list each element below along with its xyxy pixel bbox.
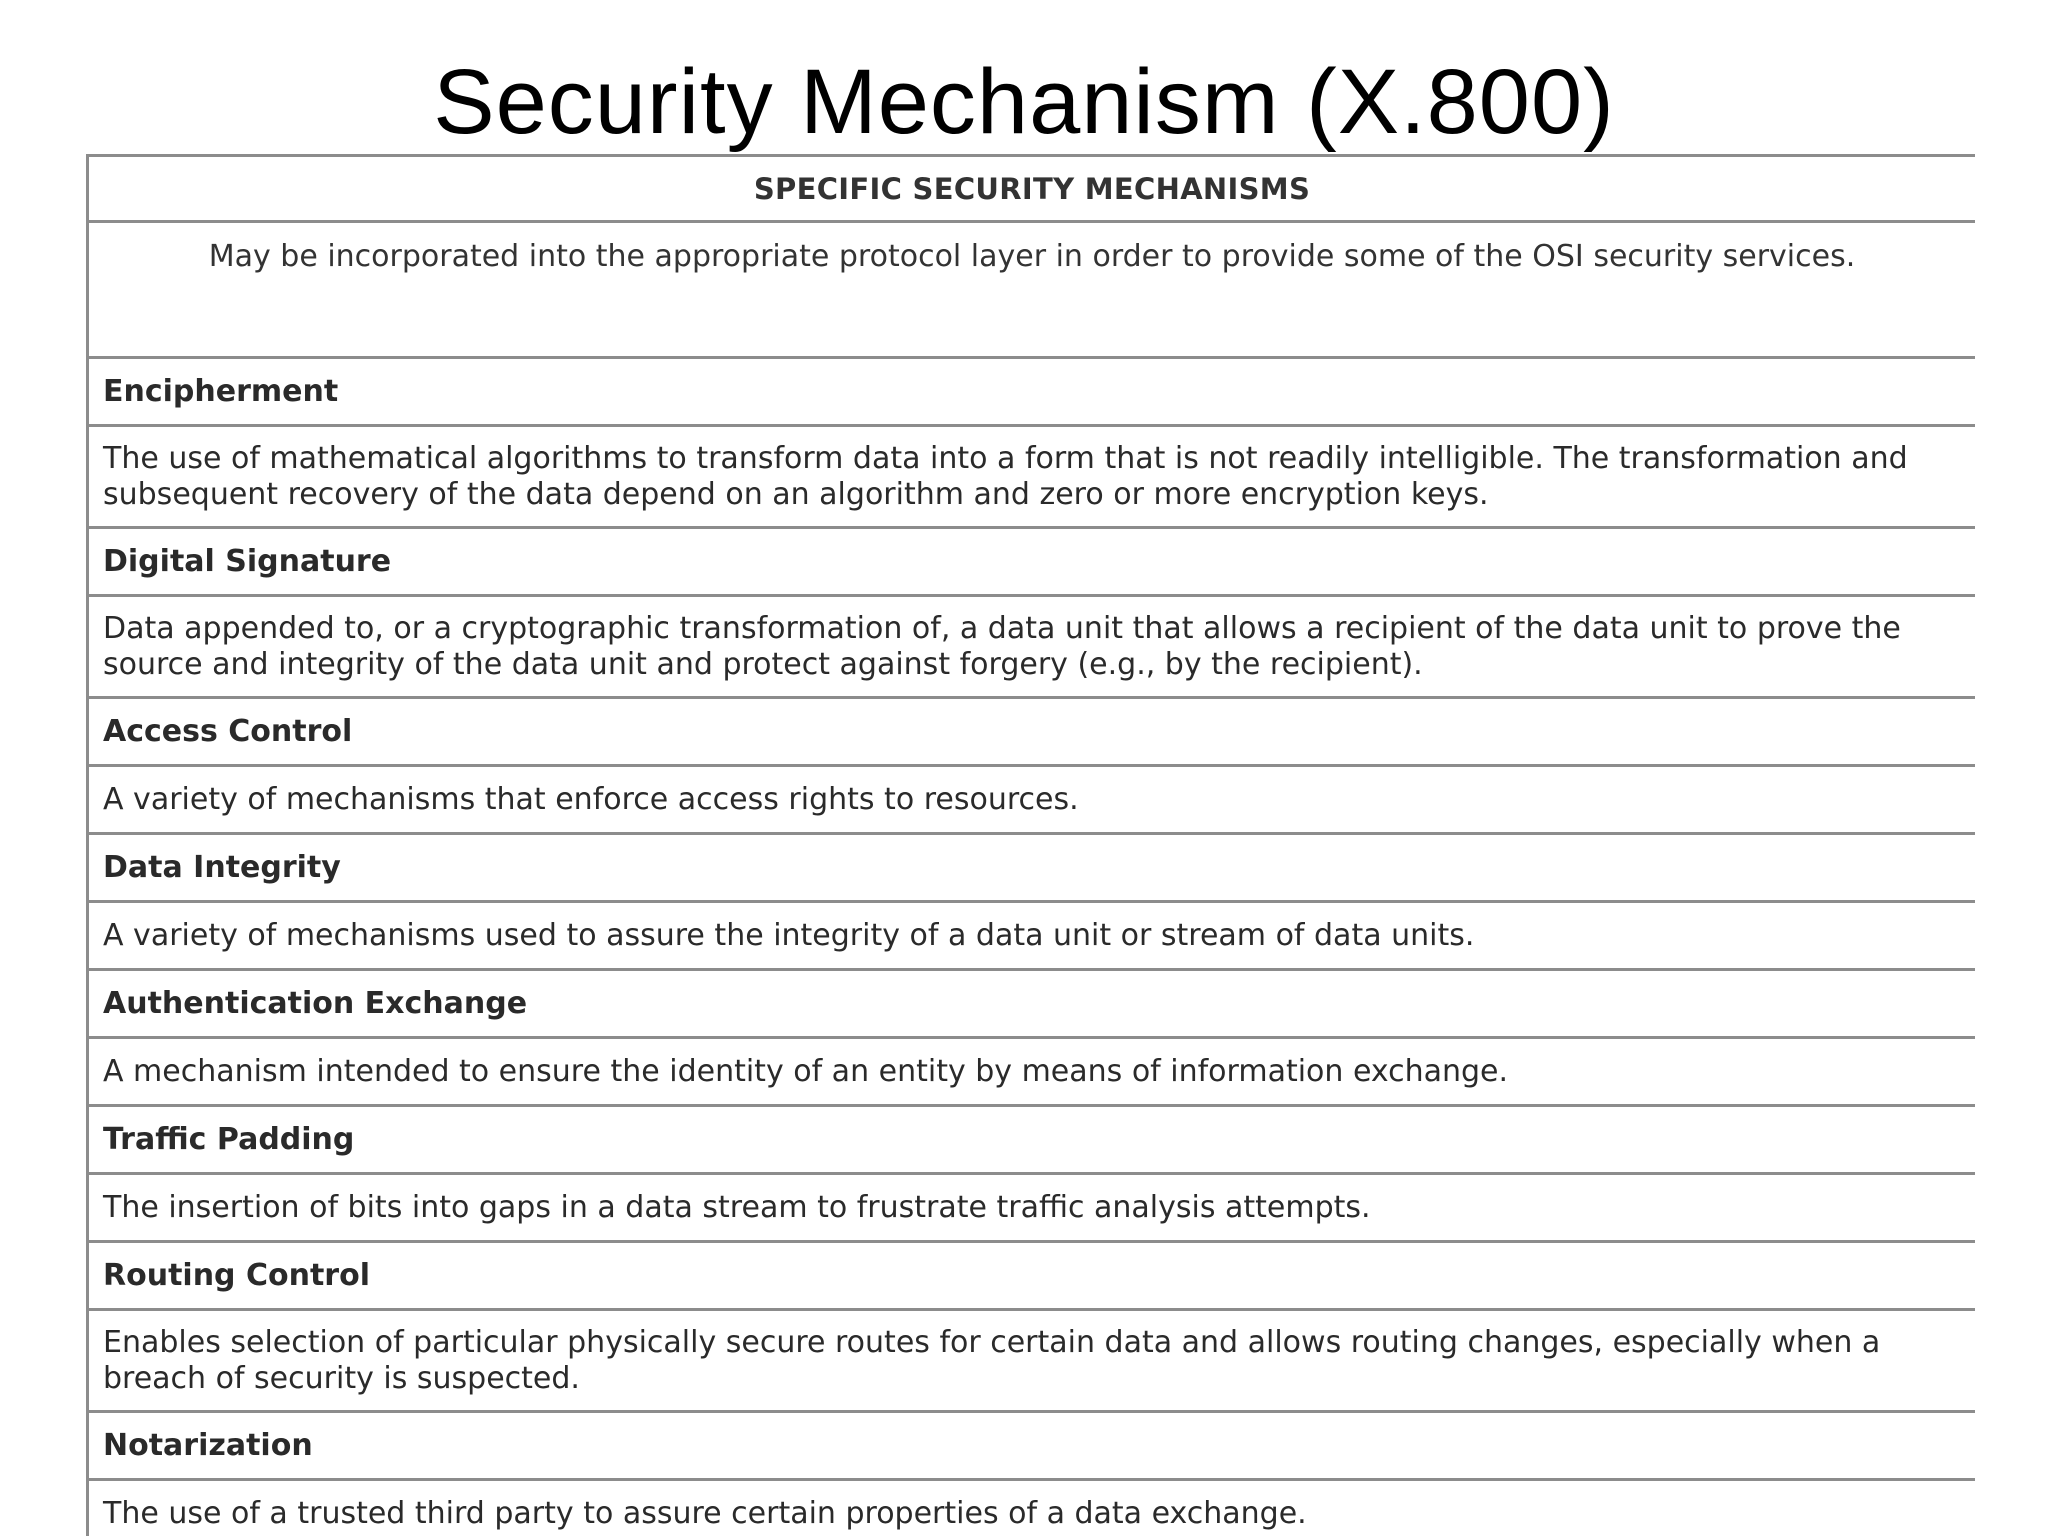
- mechanism-name-row: [89, 834, 1975, 902]
- mechanism-name-access-control: Access Control: [89, 698, 1975, 766]
- mechanism-desc-digital-signature: Data appended to, or a cryptographic transformation of, a data unit that allows a recipient of the data unit to prove the source and integrity of the data unit and protect against forgery (e.g., by the recipient).: [89, 596, 1975, 698]
- mechanism-desc-row: [89, 1174, 1975, 1242]
- mechanism-desc-row: [89, 426, 1975, 528]
- mechanism-name-traffic-padding: Traffic Padding: [89, 1106, 1975, 1174]
- mechanism-desc-row: [89, 1038, 1975, 1106]
- mechanism-desc-encipherment: The use of mathematical algorithms to transform data into a form that is not readily intelligible. The transformation and subsequent recovery of the data depend on an algorithm and zero or more encryption keys.: [89, 426, 1975, 528]
- mechanism-name-row: [89, 358, 1975, 426]
- mechanism-name-row: [89, 698, 1975, 766]
- mechanism-name-digital-signature: Digital Signature: [89, 528, 1975, 596]
- table-intro-row: [89, 222, 1975, 358]
- mechanism-name-row: [89, 1106, 1975, 1174]
- mechanism-name-data-integrity: Data Integrity: [89, 834, 1975, 902]
- mechanism-name-row: [89, 1242, 1975, 1310]
- mechanism-desc-row: [89, 1310, 1975, 1412]
- mechanism-name-notarization: Notarization: [89, 1412, 1975, 1480]
- mechanism-desc-authentication-exchange: A mechanism intended to ensure the identity of an entity by means of information exchange.: [89, 1038, 1975, 1106]
- mechanism-name-authentication-exchange: Authentication Exchange: [89, 970, 1975, 1038]
- table-intro: May be incorporated into the appropriate protocol layer in order to provide some of the OSI security services.: [89, 222, 1975, 358]
- mechanisms-table-container: [86, 154, 1975, 1536]
- table-header-row: [89, 156, 1975, 222]
- mechanism-desc-row: [89, 1480, 1975, 1536]
- mechanism-desc-access-control: A variety of mechanisms that enforce access rights to resources.: [89, 766, 1975, 834]
- mechanism-desc-routing-control: Enables selection of particular physically secure routes for certain data and allows routing changes, especially when a breach of security is suspected.: [89, 1310, 1975, 1412]
- mechanisms-table: [89, 154, 1975, 1536]
- mechanism-desc-traffic-padding: The insertion of bits into gaps in a data stream to frustrate traffic analysis attempts.: [89, 1174, 1975, 1242]
- mechanism-desc-row: [89, 766, 1975, 834]
- mechanism-name-row: [89, 970, 1975, 1038]
- slide-title: Security Mechanism (X.800): [433, 51, 1615, 153]
- mechanism-name-row: [89, 1412, 1975, 1480]
- mechanism-name-routing-control: Routing Control: [89, 1242, 1975, 1310]
- mechanism-name-row: [89, 528, 1975, 596]
- table-header: SPECIFIC SECURITY MECHANISMS: [89, 156, 1975, 222]
- mechanism-name-encipherment: Encipherment: [89, 358, 1975, 426]
- mechanism-desc-notarization: The use of a trusted third party to assure certain properties of a data exchange.: [89, 1480, 1975, 1536]
- mechanism-desc-data-integrity: A variety of mechanisms used to assure the integrity of a data unit or stream of data units.: [89, 902, 1975, 970]
- mechanism-desc-row: [89, 596, 1975, 698]
- mechanism-desc-row: [89, 902, 1975, 970]
